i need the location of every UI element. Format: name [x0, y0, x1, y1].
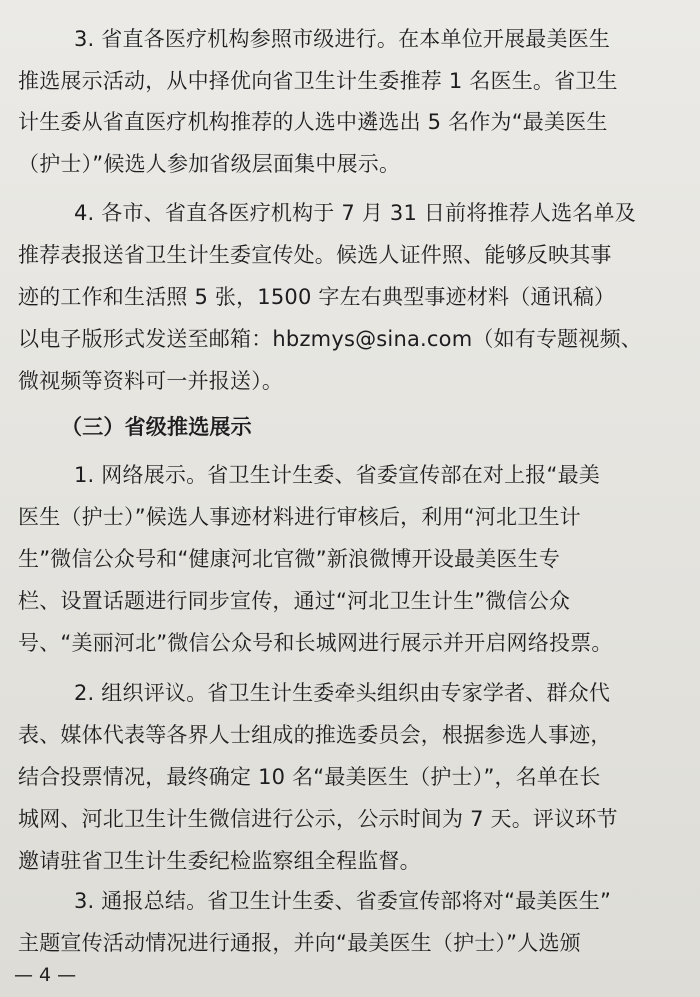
text-line-15-text: 号、“美丽河北”微信公众号和长城网进行展示并开启网络投票。 — [18, 631, 613, 655]
text-line-15 — [0, 628, 700, 658]
text-line-4 — [0, 149, 700, 179]
text-line-19 — [0, 804, 700, 834]
text-line-16-text: 2. 组织评议。省卫生计生委牵头组织由专家学者、群众代 — [74, 681, 611, 705]
text-line-1-text: 3. 省直各医疗机构参照市级进行。在本单位开展最美医生 — [74, 27, 611, 51]
section-heading — [0, 412, 700, 442]
text-line-18 — [0, 762, 700, 792]
text-line-17 — [0, 720, 700, 750]
text-line-18-text: 结合投票情况，最终确定 10 名“最美医生（护士）”，名单在长 — [18, 765, 601, 789]
text-line-20 — [0, 846, 700, 876]
text-line-19-text: 城网、河北卫生计生微信进行公示，公示时间为 7 天。评议环节 — [18, 807, 618, 831]
text-line-14 — [0, 586, 700, 616]
text-line-6-text: 推荐表报送省卫生计生委宣传处。候选人证件照、能够反映其事 — [18, 243, 612, 267]
section-heading-text: （三）省级推选展示 — [61, 415, 252, 439]
text-line-11 — [0, 460, 700, 490]
text-line-12-text: 医生（护士）”候选人事迹材料进行审核后，利用“河北卫生计 — [18, 505, 581, 529]
page-number: — 4 — — [14, 964, 77, 986]
text-line-13-text: 生”微信公众号和“健康河北官微”新浪微博开设最美医生专 — [18, 547, 561, 571]
text-line-21 — [0, 886, 700, 916]
text-line-8 — [0, 324, 700, 354]
text-line-20-text: 邀请驻省卫生计生委纪检监察组全程监督。 — [18, 849, 421, 873]
text-line-13 — [0, 544, 700, 574]
text-line-6 — [0, 240, 700, 270]
text-line-12 — [0, 502, 700, 532]
text-line-14-text: 栏、设置话题进行同步宣传，通过“河北卫生计生”微信公众 — [18, 589, 571, 613]
text-line-22-text: 主题宣传活动情况进行通报，并向“最美医生（护士）”人选颁 — [18, 931, 581, 955]
text-line-5 — [0, 198, 700, 228]
text-line-11-text: 1. 网络展示。省卫生计生委、省委宣传部在对上报“最美 — [74, 463, 600, 487]
text-line-8-text: 以电子版形式发送至邮箱：hbzmys@sina.com（如有专题视频、 — [18, 327, 642, 351]
text-line-22 — [0, 928, 700, 958]
text-line-1 — [0, 24, 700, 54]
text-line-17-text: 表、媒体代表等各界人士组成的推选委员会，根据参选人事迹， — [18, 723, 612, 747]
text-line-16 — [0, 678, 700, 708]
text-line-7 — [0, 282, 700, 312]
text-line-9-text: 微视频等资料可一并报送）。 — [18, 369, 284, 393]
text-line-7-text: 迹的工作和生活照 5 张，1500 字左右典型事迹材料（通讯稿） — [18, 285, 616, 309]
text-line-9 — [0, 366, 700, 396]
text-line-2-text: 推选展示活动，从中择优向省卫生计生委推荐 1 名医生。省卫生 — [18, 69, 618, 93]
text-line-21-text: 3. 通报总结。省卫生计生委、省委宣传部将对“最美医生” — [74, 889, 612, 913]
text-line-5-text: 4. 各市、省直各医疗机构于 7 月 31 日前将推荐人选名单及 — [74, 201, 636, 225]
text-line-4-text: （护士）”候选人参加省级层面集中展示。 — [18, 152, 401, 176]
text-line-3-text: 计生委从省直医疗机构推荐的人选中遴选出 5 名作为“最美医生 — [18, 110, 608, 134]
text-line-3 — [0, 107, 700, 137]
text-line-2 — [0, 66, 700, 96]
